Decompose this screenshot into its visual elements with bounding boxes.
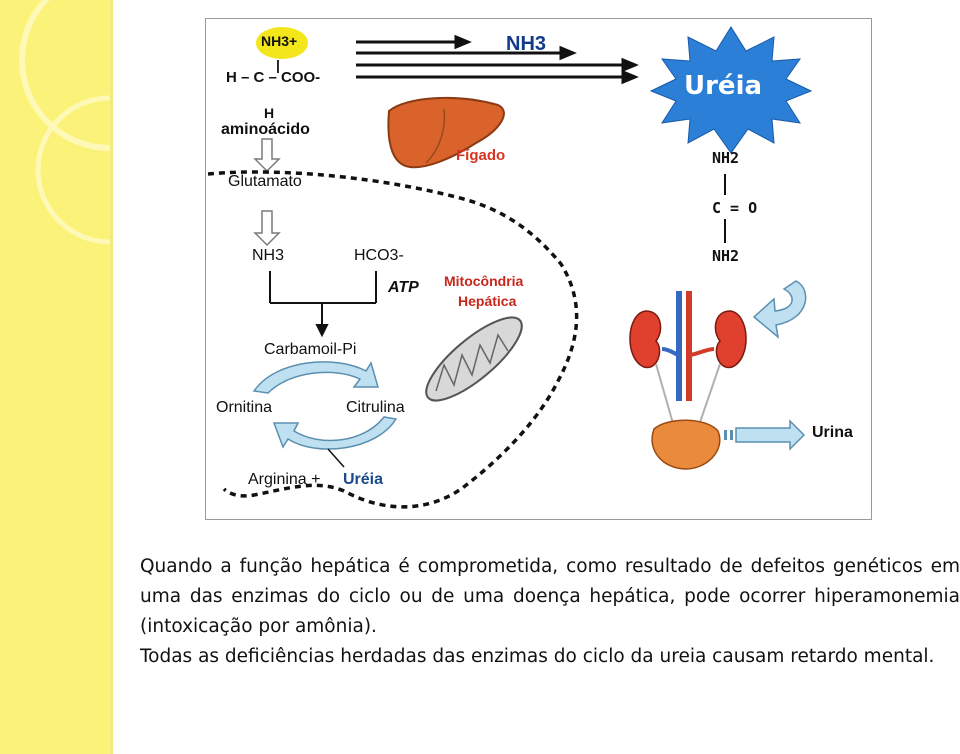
urea-burst-label: Uréia	[684, 71, 763, 101]
bladder-shape	[652, 420, 720, 469]
urea-formula-carbonyl: C = O	[712, 199, 758, 217]
amino-nh3-plus: NH3+	[261, 33, 298, 49]
citrulline-label: Citrulina	[346, 399, 405, 416]
glutamate-label: Glutamato	[228, 173, 302, 190]
ornithine-label: Ornitina	[216, 399, 273, 416]
decorative-side-band	[0, 0, 110, 754]
figure-graphics	[206, 19, 871, 519]
amino-backbone: H – C – COO-	[226, 69, 321, 86]
caption-paragraph-1: Quando a função hepática é comprometida, como resultado de defeitos genéticos em uma das enzimas do ciclo ou de uma doença hepática, pode ocorrer hiperamonemia (intoxicação por amônia).	[140, 556, 960, 637]
side-divider	[110, 0, 113, 754]
atp-label: ATP	[388, 279, 419, 296]
urea-formula-nh2-top: NH2	[712, 149, 740, 167]
mito-label-line1: Mitocôndria	[444, 273, 524, 289]
mito-label-line2: Hepática	[458, 293, 517, 309]
amino-top-bond: |	[276, 57, 280, 73]
nh3-transfer-arrows	[356, 37, 635, 82]
amino-h-bottom: H	[264, 105, 275, 121]
kidneys-shape	[630, 291, 746, 434]
bicarbonate-label: HCO3-	[354, 247, 404, 264]
urine-label: Urina	[812, 424, 853, 441]
glutamate-arrows	[255, 139, 279, 245]
nh3-left-label: NH3	[252, 247, 285, 264]
urine-arrow	[724, 421, 804, 449]
urea-to-kidney-arrow	[754, 281, 806, 337]
arginine-label: Arginina +	[248, 471, 321, 488]
urea-cycle-figure	[205, 18, 872, 520]
carbamoyl-label: Carbamoil-Pi	[264, 341, 357, 358]
amino-acid-label: aminoácido	[221, 121, 310, 138]
condensation-bracket	[270, 271, 376, 335]
urea-formula-nh2-bottom: NH2	[712, 247, 740, 265]
ammonia-top-label: NH3	[506, 33, 547, 55]
urea-product-label: Uréia	[343, 471, 384, 488]
caption-paragraph-2: Todas as deficiências herdadas das enzimas do ciclo da ureia causam retardo mental.	[140, 646, 935, 667]
liver-label: Fígado	[456, 147, 506, 164]
caption-text	[140, 552, 960, 672]
decorative-rings	[0, 0, 110, 754]
mitochondrion-shape	[415, 305, 533, 413]
